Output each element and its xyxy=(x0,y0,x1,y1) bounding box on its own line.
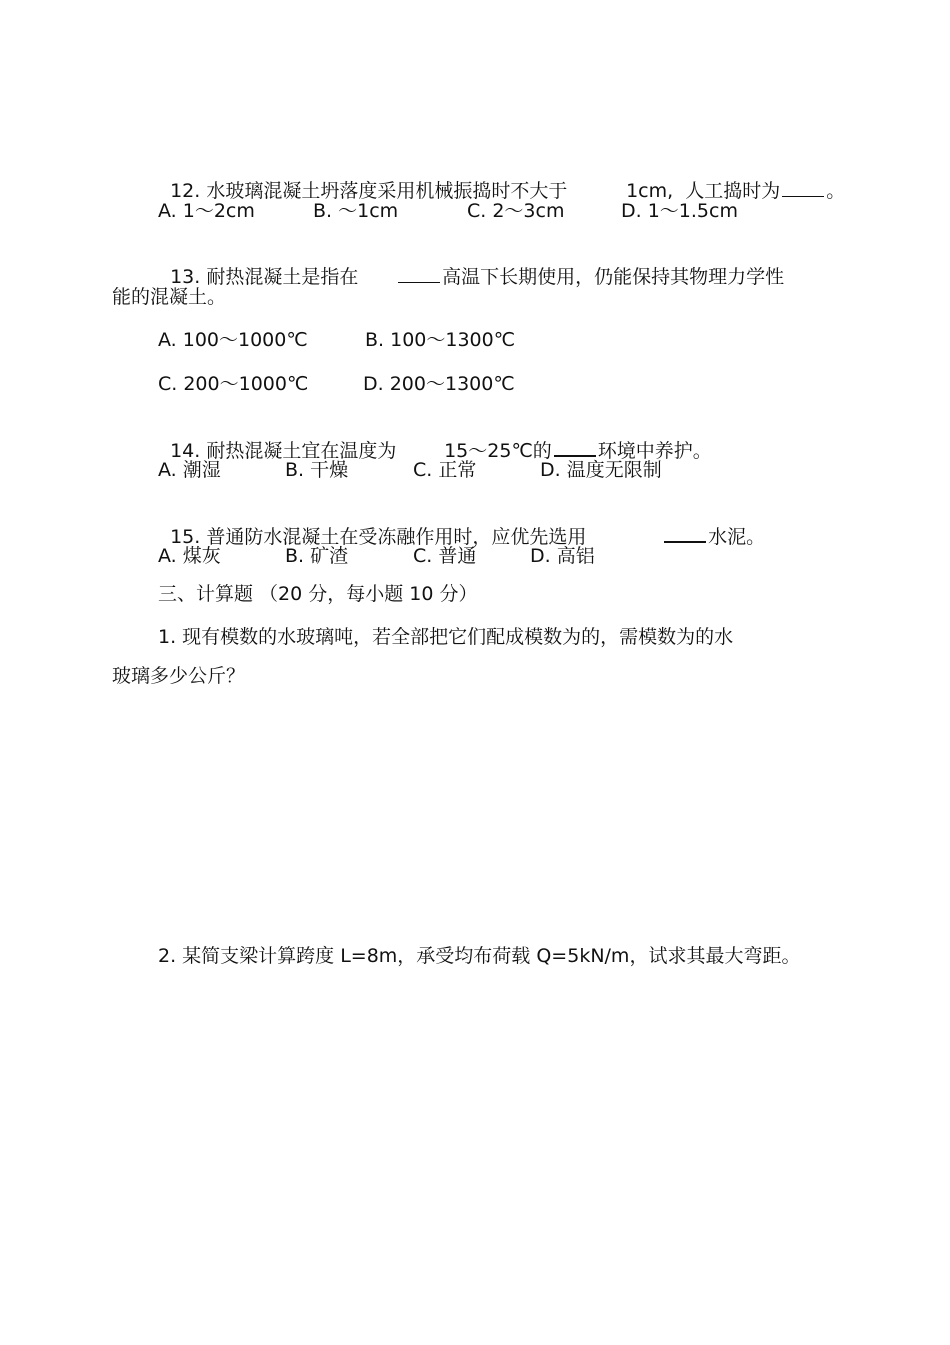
section3-title: 三、计算题 （20 分，每小题 10 分） xyxy=(158,583,478,605)
q14-option-c: C. 正常 xyxy=(413,459,477,481)
q12-option-d: D. 1～1.5cm xyxy=(621,200,738,222)
q15-stem-b-line xyxy=(650,501,765,549)
q12-stem-b: 1cm, 人工捣时为 xyxy=(626,180,781,202)
q13-stem-b-line xyxy=(384,241,784,289)
q14-option-b: B. 干燥 xyxy=(285,459,349,481)
q14-option-d: D. 温度无限制 xyxy=(540,459,662,481)
q15-answer-blank xyxy=(664,525,706,543)
q12-stem-c: 。 xyxy=(826,180,846,202)
calc2-line1: 2. 某简支梁计算跨度 L=8m，承受均布荷载 Q=5kN/m，试求其最大弯距。 xyxy=(158,945,801,967)
q15-option-b: B. 矿渣 xyxy=(285,545,349,567)
q14-stem-b: 15～25℃的 xyxy=(444,440,552,462)
q15-stem xyxy=(158,501,586,549)
q14-stem-b-line xyxy=(432,415,712,463)
calc1-line2: 玻璃多少公斤？ xyxy=(112,665,246,687)
q14-stem-c: 环境中养护。 xyxy=(597,440,712,462)
q14-option-a: A. 潮湿 xyxy=(158,459,221,481)
q14-stem-a: 14. 耐热混凝土宜在温度为 xyxy=(170,440,397,462)
q12-stem-a: 12. 水玻璃混凝土坍落度采用机械振捣时不大于 xyxy=(170,180,568,202)
q13-stem-b: 高温下长期使用，仍能保持其物理力学性 xyxy=(442,266,785,288)
q15-option-c: C. 普通 xyxy=(413,545,477,567)
q14-stem xyxy=(158,415,396,463)
q14-answer-blank xyxy=(554,439,596,457)
q13-answer-blank xyxy=(398,266,440,283)
q12-option-b: B. ～1cm xyxy=(313,200,399,222)
q13-stem-cont: 能的混凝土。 xyxy=(112,286,227,308)
q12-option-c: C. 2～3cm xyxy=(467,200,565,222)
calc1-line1: 1. 现有模数的水玻璃吨，若全部把它们配成模数为的，需模数为的水 xyxy=(158,626,734,648)
q12-stem-b-line xyxy=(614,155,845,203)
q12-stem xyxy=(158,155,567,203)
q13-option-c: C. 200～1000℃ xyxy=(158,373,309,395)
q15-option-a: A. 煤灰 xyxy=(158,545,221,567)
q15-stem-b: 水泥。 xyxy=(708,526,766,548)
q13-option-b: B. 100～1300℃ xyxy=(365,329,516,351)
q12-option-a: A. 1～2cm xyxy=(158,200,255,222)
q13-option-d: D. 200～1300℃ xyxy=(363,373,515,395)
q13-stem xyxy=(158,241,358,289)
q12-answer-blank xyxy=(782,180,824,197)
q13-option-a: A. 100～1000℃ xyxy=(158,329,308,351)
q13-stem-a: 13. 耐热混凝土是指在 xyxy=(170,266,359,288)
q15-option-d: D. 高铝 xyxy=(530,545,595,567)
q15-stem-a: 15. 普通防水混凝土在受冻融作用时，应优先选用 xyxy=(170,526,587,548)
